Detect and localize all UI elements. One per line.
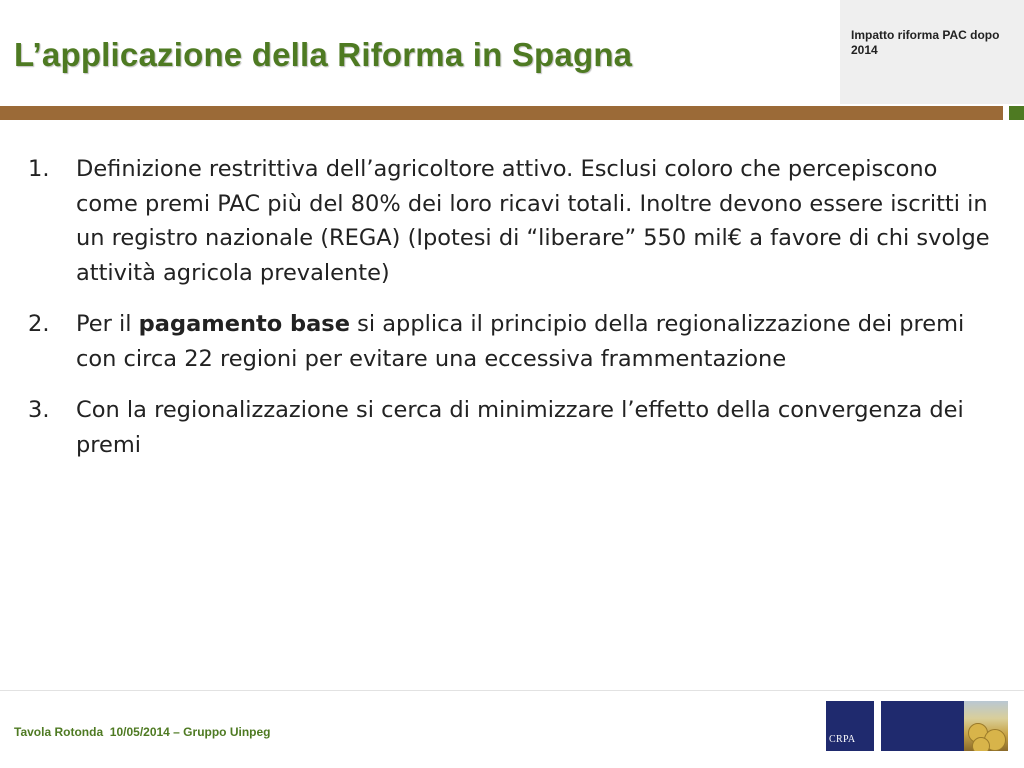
slide-title: L’applicazione della Riforma in Spagna bbox=[14, 36, 633, 73]
text-segment: si applica il principio della regionalizzazione dei premi con circa 22 regioni per evitare una eccessiva frammentazione bbox=[76, 311, 965, 372]
logo-panel bbox=[881, 701, 964, 751]
header-label-box bbox=[840, 0, 1024, 104]
footer-text: Tavola Rotonda 10/05/2014 – Gruppo Uinpeg bbox=[14, 725, 271, 739]
list-item bbox=[28, 152, 1003, 290]
accent-square bbox=[1009, 106, 1024, 120]
list-item-number: 2. bbox=[28, 311, 50, 337]
list-item-number: 3. bbox=[28, 397, 50, 423]
text-segment: Per il bbox=[76, 311, 139, 337]
list-item-text: Con la regionalizzazione si cerca di minimizzare l’effetto della convergenza dei premi bbox=[76, 397, 964, 458]
crpa-logo bbox=[826, 701, 874, 751]
bold-term: pagamento base bbox=[138, 311, 350, 337]
hay-bales-photo bbox=[964, 701, 1008, 751]
list-item bbox=[28, 307, 1003, 376]
header-label: Impatto riforma PAC dopo 2014 bbox=[851, 28, 1000, 57]
list-item-text: Definizione restrittiva dell’agricoltore attivo. Esclusi coloro che percepiscono come premi PAC più del 80% dei loro ricavi totali. Inoltre devono essere iscritti in un registro nazionale (REGA) (Ipotesi di “liberare” 550 mil€ a favore di chi svolge attività agricola prevalente) bbox=[76, 156, 990, 286]
list-item bbox=[28, 393, 1003, 462]
list-item-text bbox=[76, 307, 1003, 376]
crpa-logo-text: CRPA bbox=[829, 734, 856, 745]
list-item-number: 1. bbox=[28, 156, 50, 182]
header-divider-bar bbox=[0, 106, 1003, 120]
footer-divider bbox=[0, 690, 1024, 691]
hay-bale-shape bbox=[972, 737, 990, 751]
content-list bbox=[28, 152, 1003, 479]
